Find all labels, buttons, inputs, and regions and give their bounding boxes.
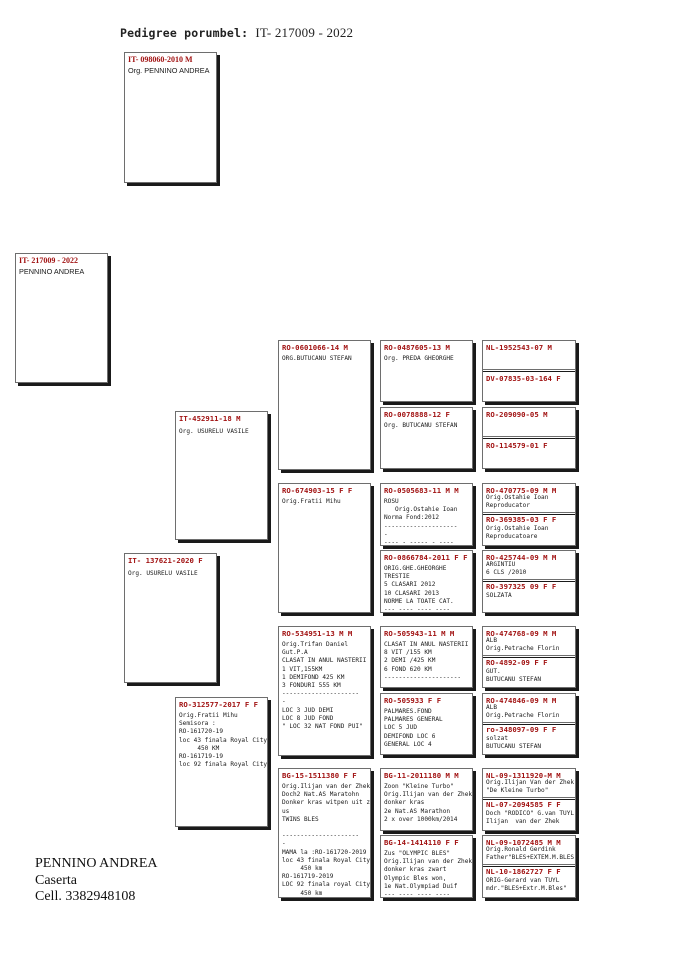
card-dam	[124, 553, 217, 683]
ring-number: RO-0078888-12 F	[384, 410, 450, 419]
ring-number: RO-505933 F F	[384, 696, 442, 705]
card-info: Orig.Ronald Gerdink Father"BLES+EXTEM.M.BLES	[486, 846, 575, 862]
card-ancestor-f8	[380, 835, 473, 898]
card-ancestor-f3	[380, 483, 473, 546]
ring-number: RO-0866784-2011 F F	[384, 553, 468, 562]
ring-number: RO-397325 09 F F	[486, 582, 557, 591]
ring-number: RO-470775-09 M M	[486, 486, 557, 495]
card-divider	[483, 797, 575, 798]
card-info: CLASAT IN ANUL NASTERII 8 VIT /155 KM 2 DEMI /425 KM 6 FOND 620 KM ---------------------	[384, 641, 469, 681]
card-ancestor-e3	[482, 483, 576, 546]
ring-number: NL-09-1072485 M M	[486, 838, 561, 847]
card-info: PENNINO ANDREA	[19, 267, 85, 276]
ring-number: RO-474846-09 M M	[486, 696, 557, 705]
card-info: PALMARES.FOND PALMARES GENERAL LOC 5 JUD DEMIFOND LOC 6 GENERAL LOC 4	[384, 708, 443, 748]
card-info: ALB Orig.Petrache Florin	[486, 704, 560, 720]
card-info: Org. USURELU VASILE	[128, 570, 198, 577]
card-divider	[483, 512, 575, 513]
ring-number: RO-209090-05 M	[486, 410, 548, 419]
card-info: Zus "OLYMPIC BLES" Orig.Ilijan van der Zhek donker kras zwart Olympic Bles won, 1e Nat.Olympiad Duif --- ---- ---- ----	[384, 850, 473, 898]
card-ancestor-f6	[380, 693, 473, 755]
ring-number: IT- 137621-2020 F	[128, 556, 203, 565]
card-info: GUT. BUTUCANU STEFAN	[486, 668, 542, 684]
ring-number: BG-11-2011180 M M	[384, 771, 459, 780]
card-info: Org. BUTUCANU STEFAN	[384, 422, 458, 429]
card-info: Orig.Ilijan van der Zhek Doch2 Nat.AS Maratohn Donker kras witpen uit z us TWINS BLES --------------------- - MAMA la :RO-161720-2019 loc 43 finala Royal City 450 km RO-161719-2019 LOC 92 finala royal City 450 km	[282, 783, 371, 897]
card-dam-dam	[175, 697, 268, 827]
card-info: Doch "RODICO" G.van TUYL Ilijan van der Zhek	[486, 810, 575, 826]
card-ancestor-f1	[380, 340, 473, 402]
card-info: Zoon "Kleine Turbo" Orig.Ilijan van der Zhek donker kras 2e Nat.AS Marathon 2 x over 1000km/2014	[384, 783, 473, 823]
ring-number: BG-14-1414110 F F	[384, 838, 459, 847]
card-info: ORG.BUTUCANU STEFAN	[282, 355, 352, 362]
ring-number: RO-369385-03 F F	[486, 515, 557, 524]
card-ancestor-f2	[380, 407, 473, 469]
ring-number: IT- 098060-2010 M	[128, 55, 193, 64]
card-ancestor-e4	[482, 550, 576, 613]
card-divider	[483, 579, 575, 580]
title-ring: IT- 217009 - 2022	[255, 25, 354, 40]
card-grandparent-2	[278, 483, 371, 613]
card-info: Orig.Fratii Mihu Semisora : RO-161720-19 loc 43 finala Royal City 450 KM RO-161719-19 loc 92 finala Royal City	[179, 712, 268, 769]
card-ancestor-f4	[380, 550, 473, 613]
card-info: Org. PREDA GHEORGHE	[384, 355, 454, 362]
card-ancestor-e7	[482, 768, 576, 831]
ring-number: DV-07835-03-164 F	[486, 374, 561, 383]
card-info: ROSU Orig.Ostahie Ioan Norma Fond:2012 -------------------- - ---- - ----- - ----	[384, 498, 458, 546]
card-info: Orig.Ostahie Ioan Reproducator	[486, 494, 549, 510]
card-ancestor-e8	[482, 835, 576, 898]
ring-number: RO-4892-09 F F	[486, 658, 548, 667]
card-grandparent-3	[278, 626, 371, 756]
card-info: ALB Orig.Petrache Florin	[486, 637, 560, 653]
pedigree-title	[120, 25, 353, 41]
ring-number: RO-674903-15 F F	[282, 486, 353, 495]
ring-number: NL-07-2094585 F F	[486, 800, 561, 809]
card-grandparent-4	[278, 768, 371, 898]
card-divider	[483, 436, 575, 437]
ring-number: RO-0487605-13 M	[384, 343, 450, 352]
card-grandparent-1	[278, 340, 371, 470]
card-sire	[175, 411, 268, 540]
card-ancestor-f5	[380, 626, 473, 688]
card-info: solzat BUTUCANU STEFAN	[486, 735, 542, 751]
card-divider	[483, 655, 575, 656]
card-father	[124, 52, 217, 183]
ring-number: IT- 217009 - 2022	[19, 256, 79, 265]
card-ancestor-f7	[380, 768, 473, 831]
ring-number: RO-505943-11 M M	[384, 629, 455, 638]
ring-number: RO-474768-09 M M	[486, 629, 557, 638]
owner-city: Caserta	[35, 872, 77, 888]
owner-name: PENNINO ANDREA	[35, 856, 158, 871]
ring-number: NL-10-1862727 F F	[486, 867, 561, 876]
card-ancestor-e5	[482, 626, 576, 688]
card-info: Orig.Trifan Daniel Gut.P.A CLASAT IN ANUL NASTERII 1 VIT,155KM 1 DEMIFOND 425 KM 3 FONDURI 555 KM --------------------- - LOC 3 JUD DEMI LOC 8 JUD FOND " LOC 32 NAT FOND PUI"	[282, 641, 367, 731]
card-info: Org. PENNINO ANDREA	[128, 66, 210, 75]
card-info: SOLZATA	[486, 592, 512, 599]
ring-number: RO-0601066-14 M	[282, 343, 348, 352]
owner-contact	[35, 856, 158, 906]
card-subject	[15, 253, 108, 383]
card-info: Org. USURELU VASILE	[179, 428, 249, 435]
card-info: Orig.Fratii Mihu	[282, 498, 341, 505]
title-label: Pedigree porumbel:	[120, 26, 249, 40]
card-ancestor-e1	[482, 340, 576, 402]
card-ancestor-e6	[482, 693, 576, 755]
card-info: ARGINTIU 6 CLS /2010	[486, 561, 527, 577]
card-divider	[483, 369, 575, 370]
ring-number: RO-312577-2017 F F	[179, 700, 259, 709]
ring-number: NL-1952543-07 M	[486, 343, 552, 352]
ring-number: RO-114579-01 F	[486, 441, 548, 450]
ring-number: NL-09-1311920-M M	[486, 771, 561, 780]
ring-number: RO-534951-13 M M	[282, 629, 353, 638]
ring-number: RO-425744-09 M M	[486, 553, 557, 562]
ring-number: BG-15-1511380 F F	[282, 771, 357, 780]
card-divider	[483, 722, 575, 723]
ring-number: IT-452911-18 M	[179, 414, 241, 423]
card-divider	[483, 864, 575, 865]
card-ancestor-e2	[482, 407, 576, 469]
card-info: ORIG.GHE.GHEORGHE TRESTIE 5 CLASARI 2012 10 CLASARI 2013 NORME LA TOATE CAT. --- ---- ---- ----	[384, 565, 454, 613]
ring-number: ro-348097-09 F F	[486, 725, 557, 734]
owner-phone: Cell. 3382948108	[35, 889, 136, 904]
card-info: Orig.Ostahie Ioan Reproducatoare	[486, 525, 549, 541]
card-info: Orig.Ilijan Van der Zhek "De Kleine Turbo"	[486, 779, 575, 795]
ring-number: RO-0505683-11 M M	[384, 486, 459, 495]
card-info: ORIG-Gerard van TUYL mdr."BLES+Extr.M.Bles"	[486, 877, 567, 893]
